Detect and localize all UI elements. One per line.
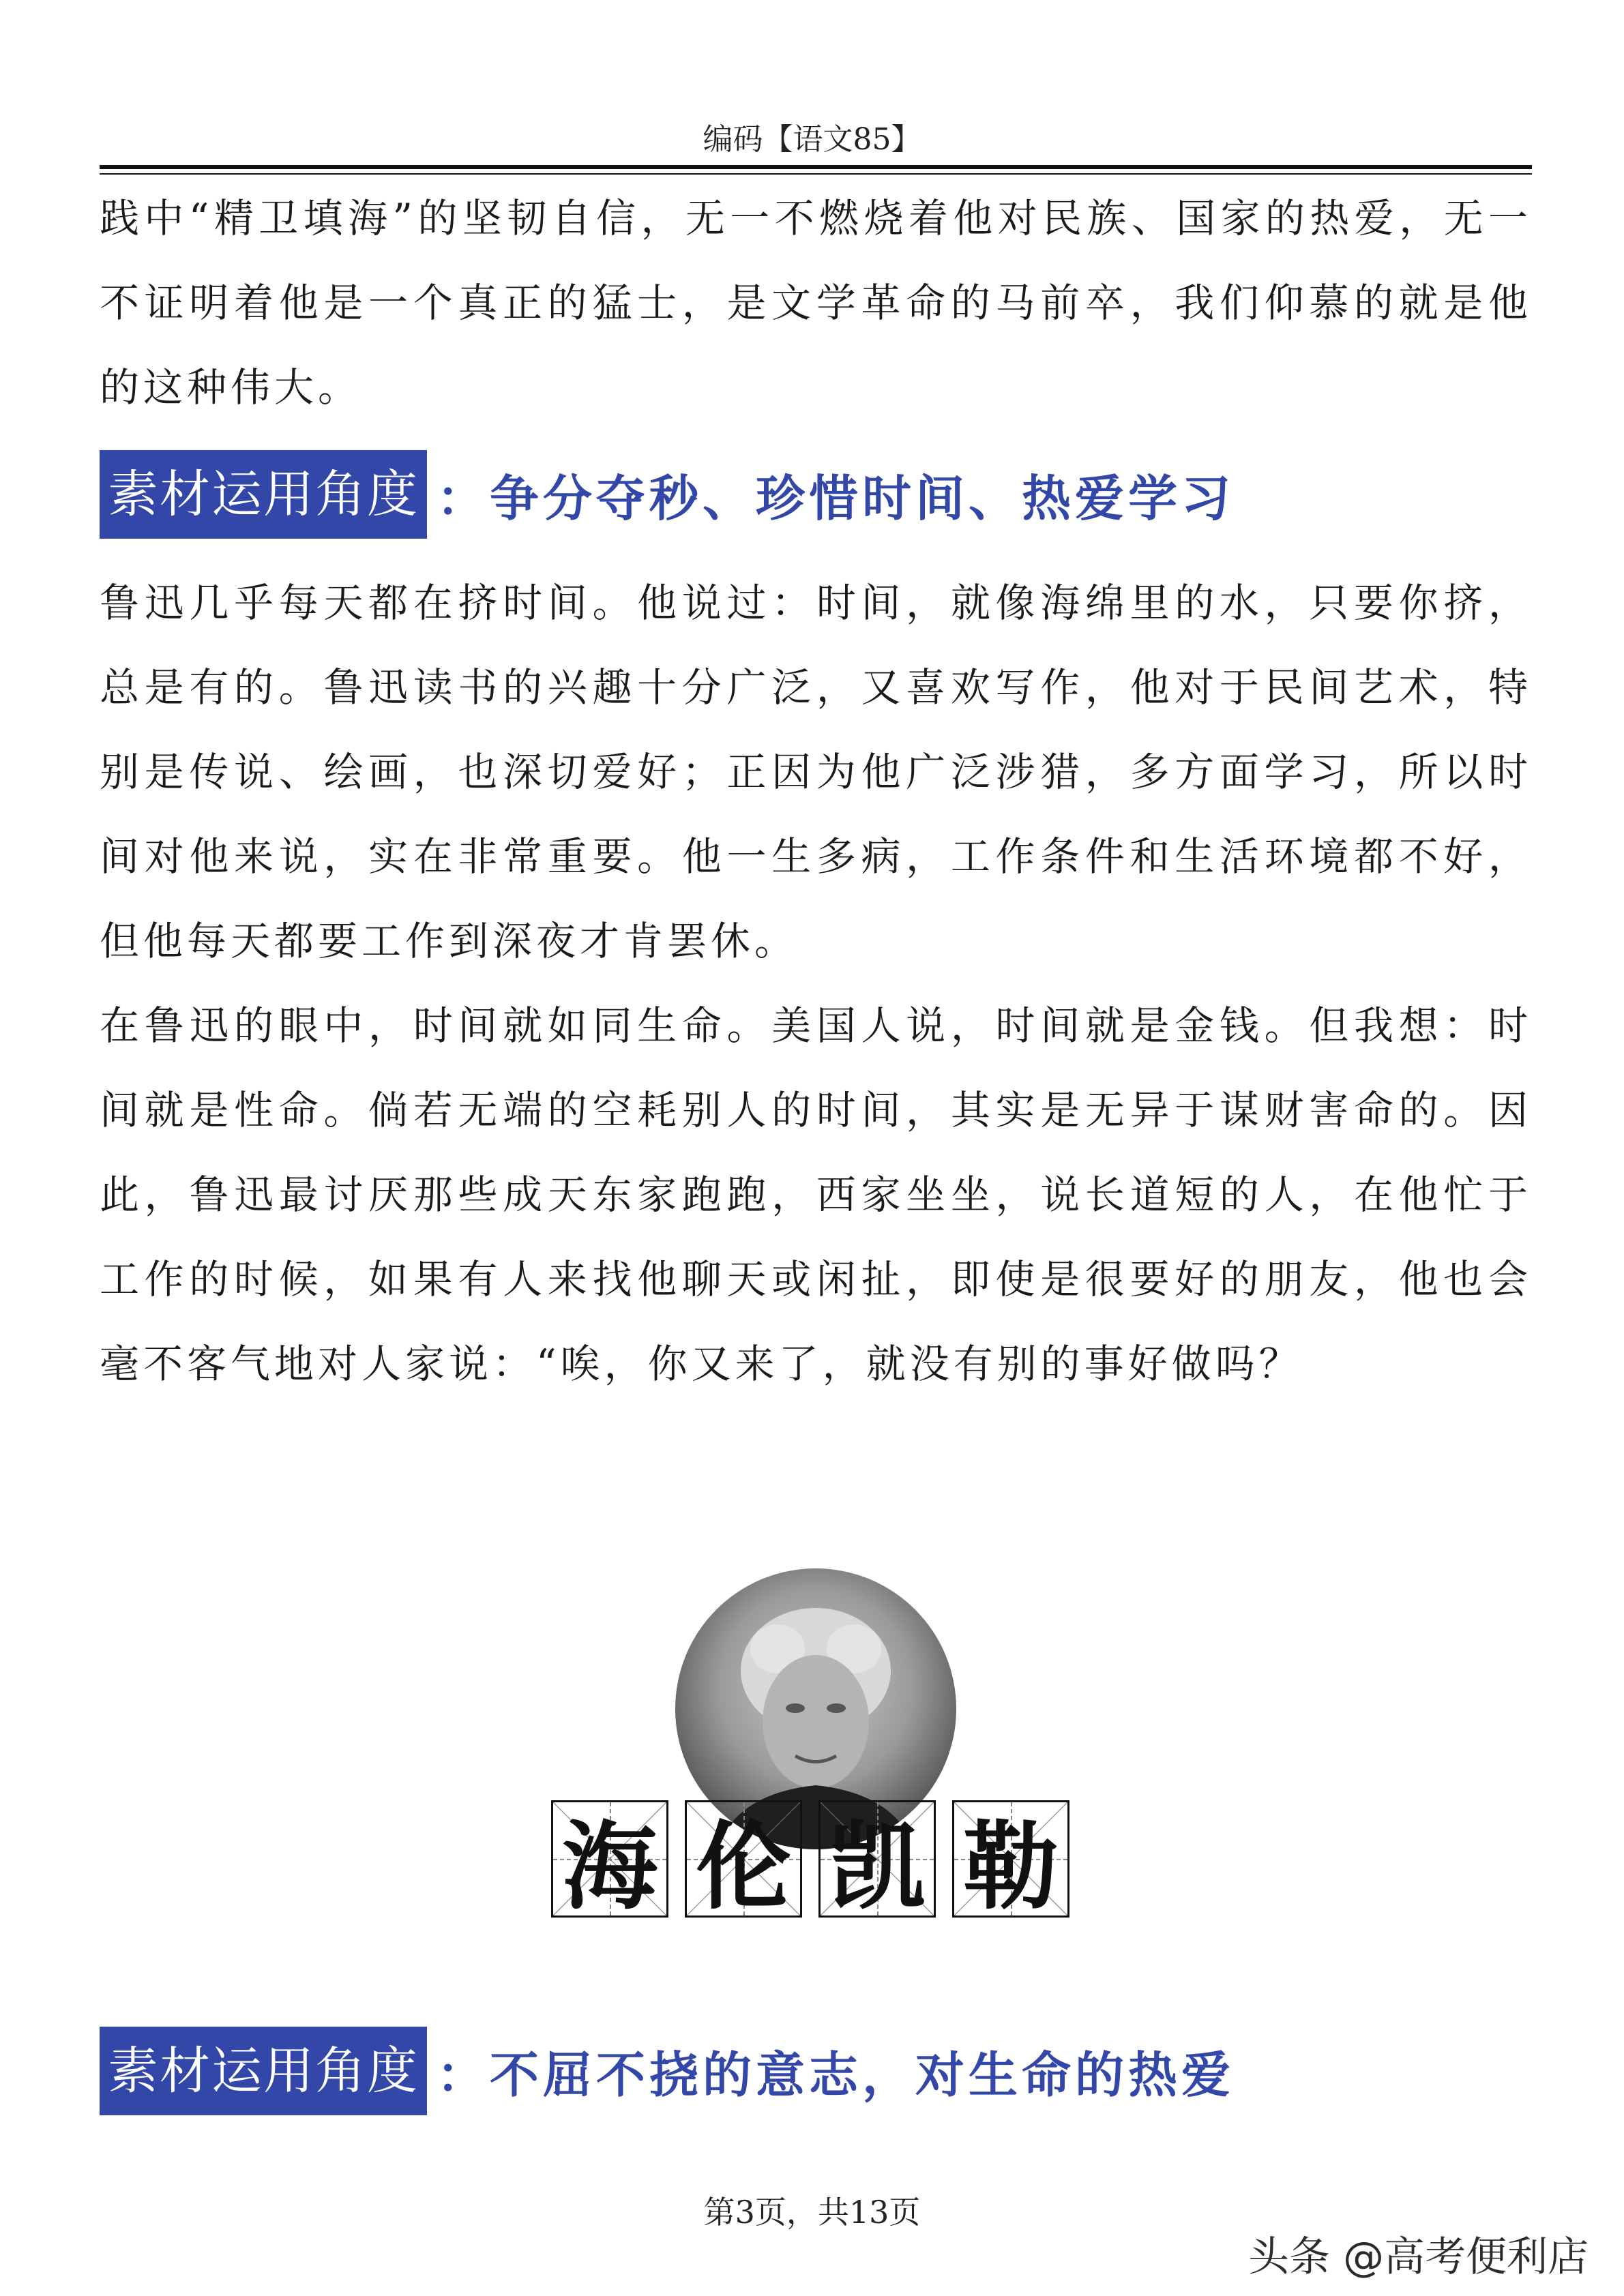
name-char: 海 <box>561 1810 658 1923</box>
name-char: 勒 <box>962 1810 1059 1923</box>
name-cell <box>952 1800 1069 1923</box>
section-heading-time <box>100 450 1235 539</box>
name-cell <box>551 1800 668 1923</box>
header-rule-thick <box>100 165 1532 169</box>
paragraph-time-2: 在鲁迅的眼中，时间就如同生命。美国人说，时间就是金钱。但我想：时间就是性命。倘若无端的空耗别人的时间，其实是无异于谋财害命的。因此，鲁迅最讨厌那些成天东家跑跑，西家坐坐，说长道短的人，在他忙于工作的时候，如果有人来找他聊天或闲扯，即使是很要好的朋友，他也会毫不客气地对人家说：“唉，你又来了，就没有别的事好做吗？ <box>100 1002 1532 1387</box>
section-heading-will <box>100 2027 1235 2115</box>
section-topic: ：争分夺秒、珍惜时间、热爱学习 <box>437 470 1235 527</box>
paragraph-time-1: 鲁迅几乎每天都在挤时间。他说过：时间，就像海绵里的水，只要你挤，总是有的。鲁迅读书的兴趣十分广泛，又喜欢写作，他对于民间艺术，特别是传说、绘画，也深切爱好；正因为他广泛涉猎，多方面学习，所以时间对他来说，实在非常重要。他一生多病，工作条件和生活环境都不好，但他每天都要工作到深夜才肯罢休。 <box>100 580 1532 964</box>
name-cell <box>685 1800 802 1923</box>
name-char: 凯 <box>829 1810 925 1923</box>
header-code: 编码【语文85】 <box>703 122 921 157</box>
header-rule-thin <box>100 173 1532 175</box>
name-cell <box>818 1800 936 1923</box>
paragraph-intro: 践中“精卫填海”的坚韧自信，无一不燃烧着他对民族、国家的热爱，无一不证明着他是一个真正的猛士，是文学革命的马前卒，我们仰慕的就是他的这种伟大。 <box>100 195 1532 411</box>
page-number: 第3页，共13页 <box>703 2194 921 2231</box>
name-char: 伦 <box>695 1810 791 1923</box>
section-tag: 素材运用角度 <box>100 2027 427 2115</box>
section-tag: 素材运用角度 <box>100 450 427 539</box>
watermark: 头条 @高考便利店 <box>1248 2233 1589 2281</box>
section-topic: ：不屈不挠的意志，对生命的热爱 <box>437 2046 1235 2104</box>
name-grid <box>551 1800 1069 1923</box>
